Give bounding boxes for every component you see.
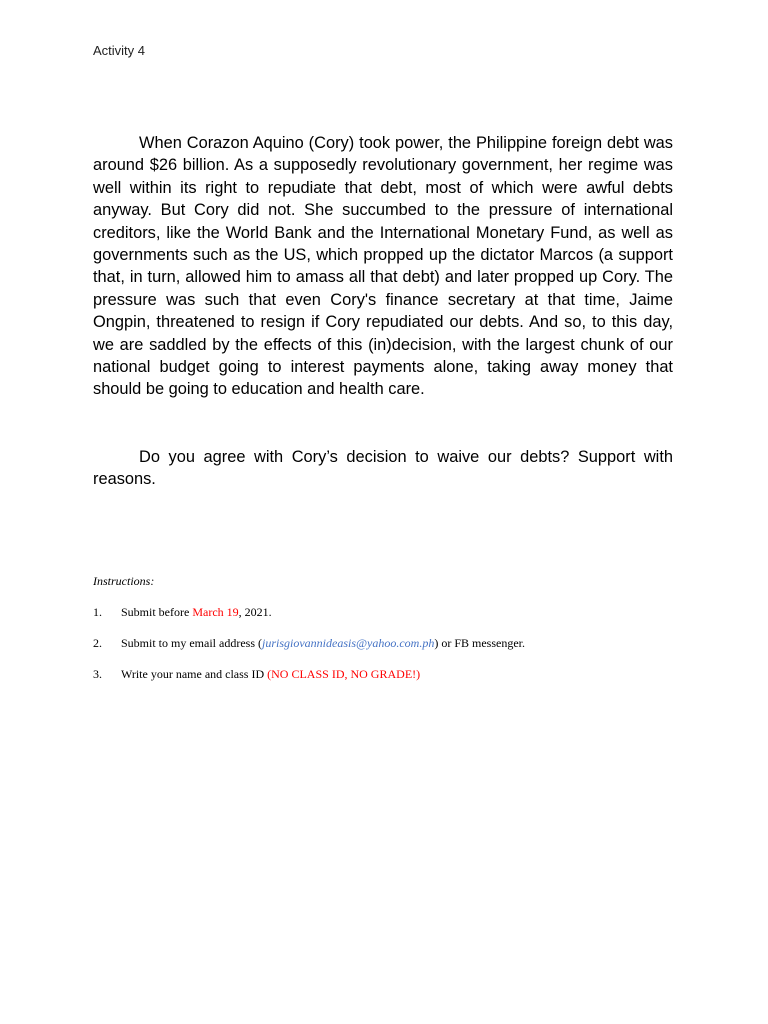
instruction-text: Write your name and class ID (121, 667, 268, 681)
instruction-number: 2. (93, 636, 102, 650)
warning-note: (NO CLASS ID, NO GRADE!) (267, 667, 421, 681)
body-paragraph-1: When Corazon Aquino (Cory) took power, the Philippine foreign debt was around $26 billion. As a supposedly revolutionary government, her regime was well within its right to repudiate that debt, most of which were awful debts anyway. But Cory did not. She succumbed to the pressure of international creditors, like the World Bank and the International Monetary Fund, as well as governments such as the US, which propped up the dictator Marcos (a support that, in turn, allowed him to amass all that debt) and later propped up Cory. The pressure was such that even Cory's finance secretary at that time, Jaime Ongpin, threatened to resign if Cory repudiated our debts. And so, to this day, we are saddled by the effects of this (in)decision, with the largest chunk of our national budget going to interest payments alone, taking away money that should be going to education and health care. (93, 134, 673, 399)
instructions-heading: Instructions: (93, 574, 155, 588)
instruction-text: ) or FB messenger. (434, 636, 525, 650)
instruction-text: Submit before (121, 605, 193, 619)
instruction-number: 1. (93, 605, 102, 619)
instruction-item-1 (93, 605, 272, 619)
instruction-text: , 2021. (238, 605, 272, 619)
instruction-item-2 (93, 636, 525, 650)
deadline-date: March 19 (192, 605, 239, 619)
activity-title: Activity 4 (93, 43, 146, 58)
question-paragraph: Do you agree with Cory’s decision to waive our debts? Support with reasons. (93, 448, 673, 489)
email-link[interactable]: jurisgiovannideasis@yahoo.com.ph (261, 636, 435, 650)
instruction-number: 3. (93, 667, 102, 681)
instruction-text: Submit to my email address ( (121, 636, 262, 650)
instruction-item-3 (93, 667, 420, 681)
